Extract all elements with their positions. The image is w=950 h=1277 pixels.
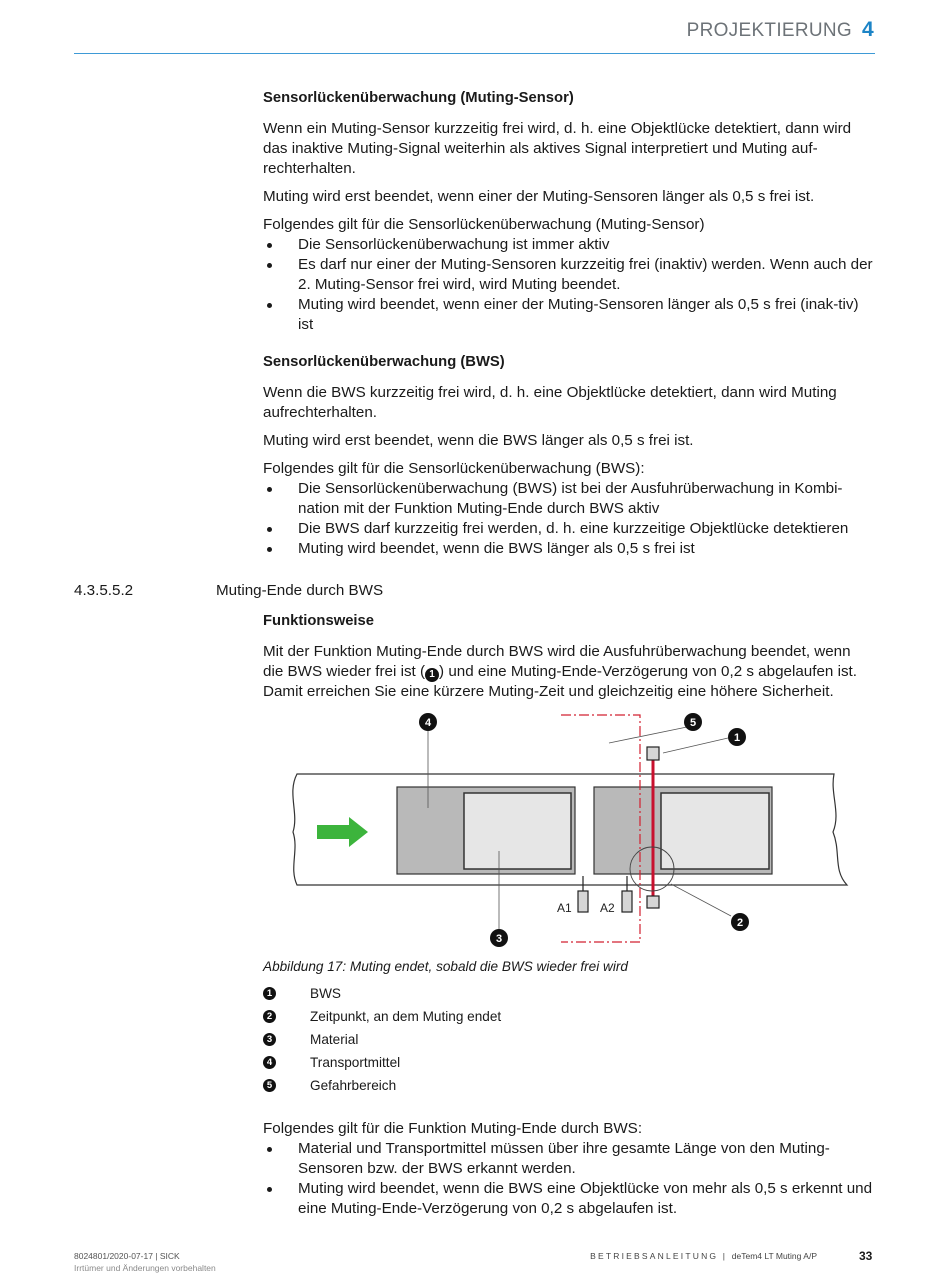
bws-emitter — [647, 747, 659, 760]
leader-line — [663, 738, 728, 753]
paragraph: Muting wird erst beendet, wenn einer der Muting-Sensoren länger als 0,5 s frei ist. — [263, 188, 815, 205]
legend-number: 1 — [263, 987, 276, 1000]
bullet-list — [263, 1139, 875, 1219]
sensor-a1-label: A1 — [557, 901, 572, 915]
list-item: Muting wird beendet, wenn einer der Muting-Sensoren länger als 0,5 s frei (inak-tiv) ist — [263, 295, 875, 335]
callout-2-text: 2 — [736, 917, 744, 929]
section-subheading: Funktionsweise — [263, 613, 374, 629]
legend-number: 2 — [263, 1010, 276, 1023]
callout-1-ref: 1 — [425, 668, 439, 682]
footer-manual-type: BETRIEBSANLEITUNG | — [590, 1251, 732, 1261]
bullet-list — [263, 479, 875, 559]
callout-1 — [728, 728, 746, 746]
leader-line — [671, 884, 731, 916]
legend-label: Zeitpunkt, an dem Muting endet — [310, 1009, 502, 1024]
section-muting-end-bws — [263, 611, 875, 702]
callout-4-text: 4 — [424, 717, 432, 729]
list-item: Die BWS darf kurzzeitig frei werden, d. h. eine kurzzeitige Objektlücke detektieren — [263, 519, 875, 539]
list-intro: Folgendes gilt für die Sensorlückenüberwachung (BWS): — [263, 460, 645, 477]
list-item: Muting wird beendet, wenn die BWS eine Objektlücke von mehr als 0,5 s erkennt und eine Muting-Ende-Verzögerung von 0,2 s abgelaufen ist. — [263, 1179, 875, 1219]
callout-5 — [684, 713, 702, 731]
callout-3 — [490, 929, 508, 947]
legend-label: Transportmittel — [310, 1055, 401, 1070]
paragraph: Muting wird erst beendet, wenn die BWS länger als 0,5 s frei ist. — [263, 432, 694, 449]
bws-receiver — [647, 896, 659, 908]
paragraph-text: Mit der Funktion Muting-Ende durch BWS wird die Ausfuhrüberwachung beendet, wenn die BWS wieder frei ist ( — [263, 643, 851, 680]
section-title: Muting-Ende durch BWS — [216, 582, 384, 599]
material — [464, 793, 571, 869]
footer-left — [74, 1250, 216, 1274]
list-intro: Folgendes gilt für die Funktion Muting-Ende durch BWS: — [263, 1120, 643, 1137]
callout-4 — [419, 713, 437, 731]
chapter-title-text: PROJEKTIERUNG — [686, 20, 853, 41]
list-item: Material und Transportmittel müssen über ihre gesamte Länge von den Muting-Sensoren bzw. der BWS erkannt werden. — [263, 1139, 875, 1179]
callout-2 — [731, 913, 749, 931]
section-sensor-gap-bws — [263, 352, 875, 559]
section-number: 4.3.5.5.2 — [74, 582, 134, 599]
chapter-title — [687, 18, 874, 42]
footer-disclaimer: Irrtümer und Änderungen vorbehalten — [74, 1263, 216, 1273]
list-item: Muting wird beendet, wenn die BWS länger als 0,5 s frei ist — [263, 539, 875, 559]
legend-label: Gefahrbereich — [310, 1078, 397, 1093]
callout-5-text: 5 — [689, 717, 697, 729]
section-sensor-gap-muting-sensor — [263, 88, 875, 335]
paragraph-text: ) und eine Muting-Ende-Verzögerung von 0,2 s abgelaufen ist. Damit erreichen Sie eine kürzere Muting-Zeit und gleichzeitig eine höhere Sicherheit. — [263, 663, 857, 700]
list-item: Die Sensorlückenüberwachung ist immer aktiv — [263, 235, 875, 255]
callout-3-text: 3 — [495, 933, 503, 945]
legend-number: 5 — [263, 1079, 276, 1092]
bullet-list — [263, 235, 875, 335]
sensor-a2-label: A2 — [600, 901, 615, 915]
paragraph — [263, 642, 875, 702]
list-intro: Folgendes gilt für die Sensorlückenüberwachung (Muting-Sensor) — [263, 216, 705, 233]
legend-label: BWS — [310, 986, 341, 1001]
chapter-number: 4 — [862, 18, 874, 41]
leader-line — [609, 727, 687, 743]
callout-1-text: 1 — [733, 732, 741, 744]
sensor-a2 — [622, 891, 632, 912]
material — [661, 793, 769, 869]
muting-end-diagram — [285, 708, 850, 948]
section-heading: Sensorlückenüberwachung (BWS) — [263, 354, 505, 370]
section-muting-end-rules — [263, 1119, 875, 1219]
section-heading: Sensorlückenüberwachung (Muting-Sensor) — [263, 90, 574, 106]
paragraph: Wenn die BWS kurzzeitig frei wird, d. h. eine Objektlücke detektiert, dann wird Muting aufrechterhalten. — [263, 384, 837, 421]
paragraph: Wenn ein Muting-Sensor kurzzeitig frei wird, d. h. eine Objektlücke detektiert, dann wird das inaktive Muting-Signal weiterhin als aktives Signal interpretiert und Muting auf-rechterhalten. — [263, 120, 852, 177]
legend-number: 3 — [263, 1033, 276, 1046]
footer-product: deTem4 LT Muting A/P — [731, 1251, 817, 1261]
legend-label: Material — [310, 1032, 359, 1047]
footer-doc-id: 8024801/2020-07-17 | SICK — [74, 1251, 180, 1261]
legend-number: 4 — [263, 1056, 276, 1069]
list-item: Es darf nur einer der Muting-Sensoren kurzzeitig frei (inaktiv) werden. Wenn auch der 2. Muting-Sensor frei wird, wird Muting beendet. — [263, 255, 875, 295]
list-item: Die Sensorlückenüberwachung (BWS) ist bei der Ausfuhrüberwachung in Kombi-nation mit der Funktion Muting-Ende durch BWS aktiv — [263, 479, 875, 519]
header-divider — [74, 53, 875, 54]
page-number: 33 — [859, 1249, 873, 1263]
figure-caption: Abbildung 17: Muting endet, sobald die BWS wieder frei wird — [263, 959, 628, 974]
sensor-a1 — [578, 891, 588, 912]
footer-manual — [590, 1251, 817, 1261]
